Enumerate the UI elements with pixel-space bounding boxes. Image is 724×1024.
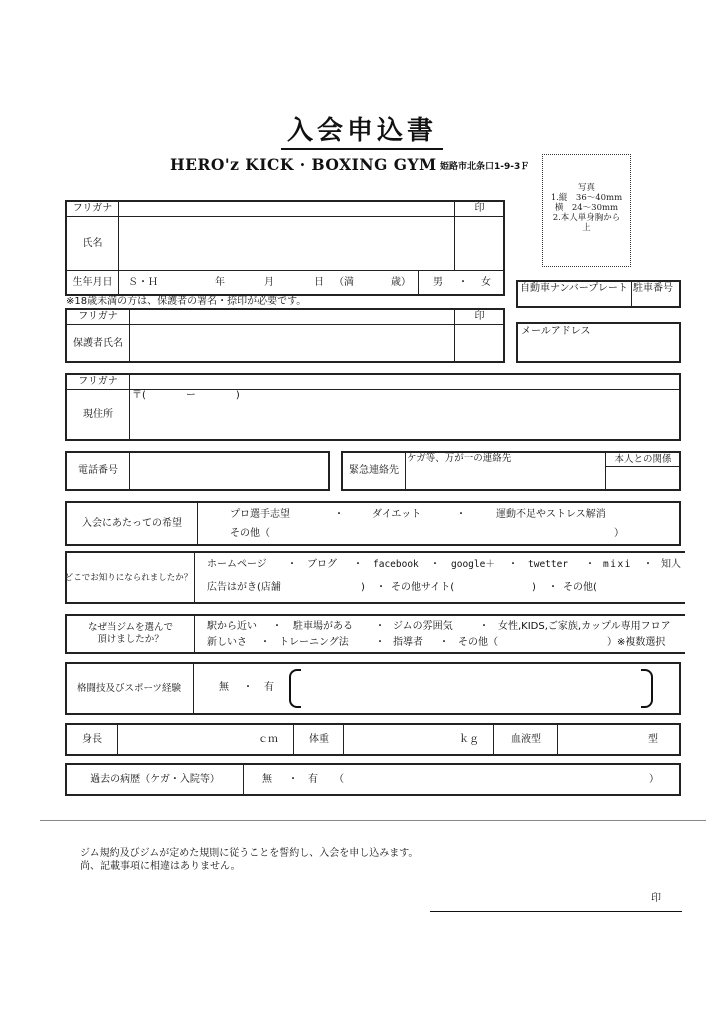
history-section bbox=[65, 763, 681, 796]
gender-field[interactable] bbox=[418, 270, 503, 294]
birth-date-label: 生年月日 bbox=[67, 270, 118, 295]
photo-subject-spec: 2.本人単身胸から bbox=[552, 213, 621, 223]
source-separator: ・ bbox=[508, 559, 518, 570]
pledge-line-1: ジム規約及びジムが定めた規則に従うことを誓約し、入会を申し込みます。 bbox=[80, 848, 419, 859]
parking-number-label: 駐車番号 bbox=[633, 283, 673, 294]
reason-option-other[interactable]: その他（ bbox=[458, 637, 498, 648]
address-label: 現住所 bbox=[67, 389, 129, 440]
email-label: メールアドレス bbox=[521, 326, 591, 337]
source-separator: ・ bbox=[353, 559, 363, 570]
wish-option-diet[interactable]: ダイエット bbox=[372, 509, 422, 520]
emergency-label: 緊急連絡先 bbox=[349, 465, 399, 476]
reason-separator: ・ bbox=[375, 637, 385, 648]
photo-height-spec: 1.縦 36～40mm bbox=[550, 193, 623, 203]
address-furigana-label: フリガナ bbox=[78, 376, 118, 387]
guardian-name-field[interactable] bbox=[129, 324, 454, 361]
body-stats-section bbox=[65, 723, 681, 756]
car-section bbox=[516, 280, 681, 308]
wish-option-pro[interactable]: プロ選手志望 bbox=[230, 509, 290, 520]
applicant-name-field[interactable] bbox=[118, 216, 454, 270]
reason-separator: ・ bbox=[439, 637, 449, 648]
parking-number-field[interactable] bbox=[631, 282, 679, 306]
wish-separator-1: ・ bbox=[334, 509, 344, 520]
experience-bracket-right bbox=[641, 669, 653, 708]
guardian-seal-field[interactable] bbox=[454, 324, 503, 361]
birth-date-field[interactable] bbox=[118, 270, 418, 294]
car-plate-field[interactable] bbox=[518, 282, 631, 306]
relation-field[interactable] bbox=[605, 466, 679, 489]
source-site-close: ) bbox=[532, 582, 536, 593]
age-close-label: 歳） bbox=[391, 277, 411, 288]
source-option-blog[interactable]: ブログ bbox=[307, 559, 337, 570]
applicant-seal-label: 印 bbox=[454, 202, 504, 216]
wish-section bbox=[65, 501, 681, 546]
height-unit: ｃｍ bbox=[258, 734, 278, 745]
pledge-line-2: 尚、記載事項に相違はありません。 bbox=[80, 861, 241, 872]
source-separator: ・ bbox=[430, 559, 440, 570]
source-ad-close: ) bbox=[361, 582, 365, 593]
source-separator: ・ bbox=[643, 559, 653, 570]
age-open-label: （満 bbox=[334, 277, 354, 288]
reason-option-atmosphere[interactable]: ジムの雰囲気 bbox=[393, 621, 453, 632]
source-option-mixi[interactable]: mixi bbox=[603, 559, 632, 570]
birth-era: Ｓ・Ｈ bbox=[128, 277, 158, 288]
emergency-contact-field[interactable] bbox=[405, 453, 605, 489]
section-divider bbox=[40, 820, 706, 821]
gym-address: 姫路市北条口1-9-3Ｆ bbox=[440, 162, 530, 172]
minor-guardian-note: ※18歳未満の方は、保護者の署名・捺印が必要です。 bbox=[66, 296, 307, 307]
gender-separator: ・ bbox=[458, 277, 468, 288]
address-furigana-field[interactable] bbox=[129, 375, 679, 389]
birth-day-label: 日 bbox=[314, 277, 324, 288]
history-label: 過去の病歴（ケガ・入院等） bbox=[90, 773, 220, 785]
photo-box[interactable] bbox=[542, 154, 631, 267]
emergency-hint: ケガ等、万が一の連絡先 bbox=[407, 453, 512, 464]
postal-code-field[interactable]: 〒( ー ) bbox=[132, 390, 240, 401]
experience-label: 格闘技及びスポーツ経験 bbox=[76, 682, 182, 694]
history-separator: ・ bbox=[288, 774, 298, 785]
source-option-other-site[interactable]: その他サイト( bbox=[391, 582, 455, 593]
phone-field[interactable] bbox=[129, 453, 328, 489]
reason-option-station[interactable]: 駅から近い bbox=[207, 621, 257, 632]
guardian-section bbox=[65, 308, 505, 363]
wish-other-open[interactable]: その他（ bbox=[230, 528, 270, 539]
signature-line[interactable] bbox=[430, 911, 682, 912]
source-separator: ・ bbox=[287, 559, 297, 570]
reason-option-instructor[interactable]: 指導者 bbox=[393, 637, 423, 648]
history-none-option[interactable]: 無 bbox=[262, 774, 272, 785]
experience-separator: ・ bbox=[243, 682, 253, 693]
reason-option-dedicated-floor[interactable]: 女性,KIDS,ご家族,カップル専用フロア bbox=[498, 621, 671, 632]
reason-section bbox=[65, 614, 685, 654]
source-options bbox=[194, 553, 687, 602]
source-section bbox=[65, 551, 685, 604]
weight-field[interactable] bbox=[343, 725, 493, 754]
applicant-section bbox=[65, 200, 505, 296]
reason-option-parking[interactable]: 駐車場がある bbox=[293, 621, 353, 632]
source-option-facebook[interactable]: facebook bbox=[373, 559, 419, 570]
address-field[interactable] bbox=[129, 389, 679, 439]
reason-separator: ・ bbox=[479, 621, 489, 632]
birth-month-label: 月 bbox=[264, 277, 274, 288]
weight-label: 体重 bbox=[293, 725, 344, 754]
blood-type-field[interactable] bbox=[557, 725, 679, 754]
page-title: 入会申込書 bbox=[0, 110, 724, 147]
source-option-ad-postcard[interactable]: 広告はがき(店舗 bbox=[207, 582, 281, 593]
source-option-twitter[interactable]: twetter bbox=[528, 559, 569, 570]
guardian-seal-label: 印 bbox=[454, 310, 504, 324]
reason-label-line2: 頂けましたか？ bbox=[97, 634, 164, 645]
experience-yes-option[interactable]: 有 bbox=[264, 682, 274, 693]
height-field[interactable] bbox=[117, 725, 293, 754]
guardian-furigana-field[interactable] bbox=[129, 310, 454, 324]
gender-female-option[interactable]: 女 bbox=[481, 277, 491, 288]
guardian-name-label: 保護者氏名 bbox=[67, 324, 129, 362]
phone-label: 電話番号 bbox=[78, 465, 118, 476]
experience-bracket-left bbox=[289, 669, 301, 708]
email-field[interactable] bbox=[516, 322, 681, 363]
history-field[interactable] bbox=[243, 765, 679, 794]
source-option-google[interactable]: google＋ bbox=[451, 559, 495, 570]
gym-name: HERO'z KICK · BOXING GYM bbox=[170, 155, 437, 174]
blood-type-unit: 型 bbox=[648, 734, 658, 745]
source-separator: ・ bbox=[585, 559, 595, 570]
reason-label-line1: なぜ当ジムを選んで bbox=[87, 622, 174, 633]
applicant-name-label: 氏名 bbox=[67, 216, 118, 271]
applicant-seal-field[interactable] bbox=[454, 216, 503, 270]
birth-year-label: 年 bbox=[215, 277, 225, 288]
source-option-homepage[interactable]: ホームページ bbox=[207, 559, 267, 570]
reason-separator: ・ bbox=[272, 621, 282, 632]
history-yes-option[interactable]: 有 bbox=[308, 774, 318, 785]
blood-type-label: 血液型 bbox=[493, 725, 558, 754]
relation-label: 本人との関係 bbox=[605, 453, 680, 466]
experience-none-option[interactable]: 無 bbox=[219, 682, 229, 693]
source-separator: ・ bbox=[548, 582, 558, 593]
wish-option-stress[interactable]: 運動不足やストレス解消 bbox=[496, 509, 606, 520]
source-option-other[interactable]: その他( bbox=[563, 582, 597, 593]
reason-multi-select-note: ）※複数選択 bbox=[607, 637, 666, 648]
reason-separator: ・ bbox=[260, 637, 270, 648]
weight-unit: ｋｇ bbox=[459, 734, 479, 745]
height-label: 身長 bbox=[82, 733, 102, 745]
car-plate-label: 自動車ナンバープレート bbox=[520, 283, 628, 294]
reason-label bbox=[67, 616, 194, 652]
applicant-furigana-label: フリガナ bbox=[72, 203, 113, 214]
reason-option-training[interactable]: トレーニング法 bbox=[279, 637, 349, 648]
wish-label: 入会にあたっての希望 bbox=[82, 517, 182, 529]
gender-male-option[interactable]: 男 bbox=[433, 277, 443, 288]
reason-separator: ・ bbox=[375, 621, 385, 632]
phone-section bbox=[65, 451, 330, 491]
applicant-furigana-field[interactable] bbox=[118, 202, 454, 216]
address-section bbox=[65, 373, 681, 441]
history-open-paren: （ bbox=[334, 774, 344, 785]
experience-field[interactable] bbox=[193, 664, 679, 713]
source-option-friend[interactable]: 知人 bbox=[661, 559, 681, 570]
photo-width-spec: 横 24～30mm bbox=[554, 203, 619, 213]
source-separator: ・ bbox=[376, 582, 386, 593]
source-label: どこでお知りになられましたか？ bbox=[64, 572, 193, 583]
history-close-paren: ） bbox=[649, 774, 659, 785]
reason-option-newness[interactable]: 新しいさ bbox=[207, 637, 247, 648]
wish-separator-2: ・ bbox=[456, 509, 466, 520]
photo-label: 写真 bbox=[577, 183, 595, 193]
wish-options bbox=[197, 503, 679, 544]
experience-section bbox=[65, 662, 681, 715]
guardian-furigana-label: フリガナ bbox=[78, 311, 118, 322]
signature-seal-label: 印 bbox=[651, 893, 661, 904]
photo-subject-spec-cont: 上 bbox=[582, 223, 591, 233]
reason-options bbox=[194, 616, 687, 652]
wish-other-close: ） bbox=[614, 528, 624, 539]
emergency-section bbox=[341, 451, 681, 491]
